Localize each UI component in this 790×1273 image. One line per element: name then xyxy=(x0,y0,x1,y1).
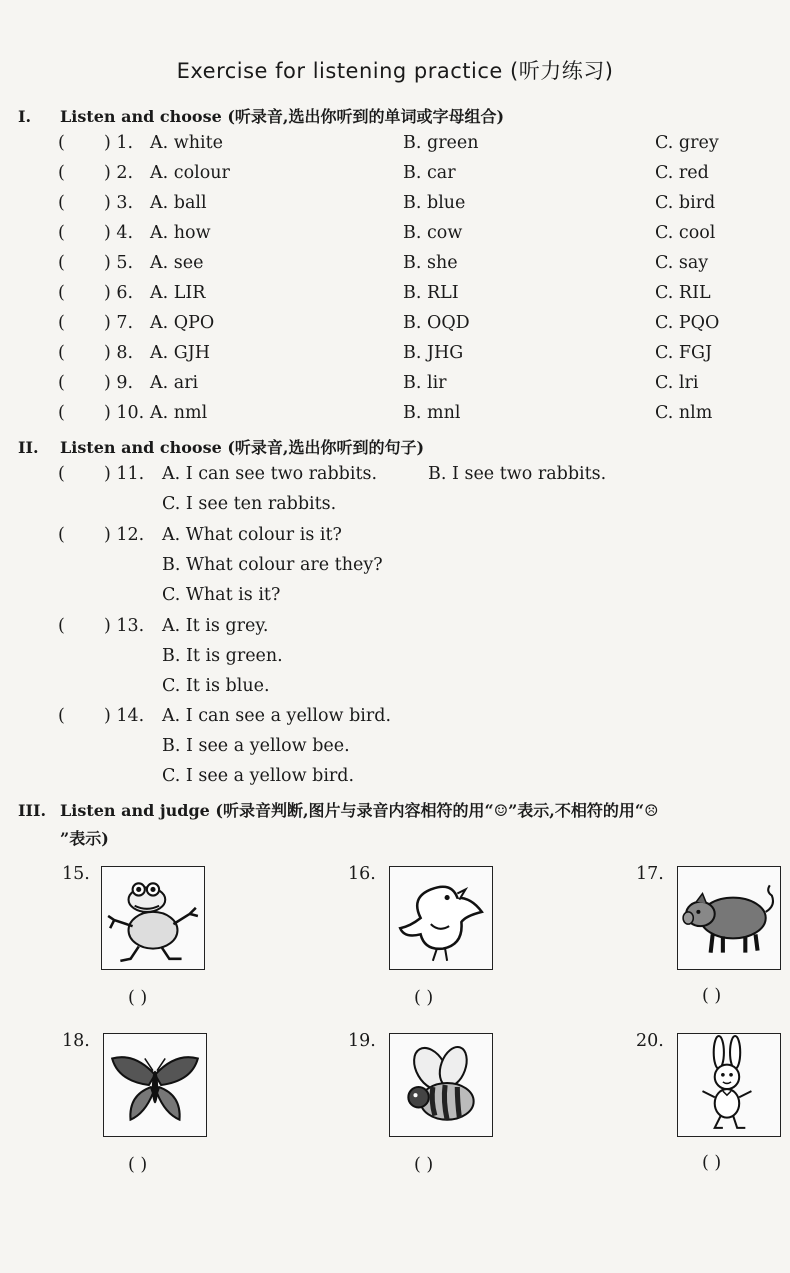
question-number: ) 11. xyxy=(104,464,145,484)
question-number: ) 1. xyxy=(104,133,134,153)
option-b: B. What colour are they? xyxy=(162,555,383,575)
option-a: A. QPO xyxy=(150,313,215,333)
question-number: ) 5. xyxy=(104,253,134,273)
question-number: ) 4. xyxy=(104,223,134,243)
option-c: C. bird xyxy=(655,193,716,213)
bee-icon xyxy=(389,1033,493,1137)
option-c: C. cool xyxy=(655,223,716,243)
answer-blank[interactable]: ( ) xyxy=(414,1155,434,1175)
butterfly-icon xyxy=(103,1033,207,1137)
question-number: ) 6. xyxy=(104,283,134,303)
option-a: A. nml xyxy=(150,403,208,423)
picture-number: 19. xyxy=(348,1031,376,1051)
option-c: C. PQO xyxy=(655,313,720,333)
question-number: ) 13. xyxy=(104,616,145,636)
bird-icon xyxy=(389,866,493,970)
answer-blank[interactable]: ( ) xyxy=(128,1155,148,1175)
picture-number: 18. xyxy=(62,1031,90,1051)
answer-blank[interactable]: ( ) xyxy=(128,988,148,1008)
option-b: B. car xyxy=(403,163,456,183)
section-1-heading xyxy=(18,104,504,127)
section-3-heading-cont: ”表示) xyxy=(60,829,109,848)
option-b: B. green xyxy=(403,133,479,153)
section-title: Listen and choose (听录音,选出你听到的句子) xyxy=(60,438,425,457)
answer-blank-open[interactable]: ( xyxy=(58,373,65,393)
answer-blank-open[interactable]: ( xyxy=(58,193,65,213)
option-c: C. red xyxy=(655,163,709,183)
question-number: ) 10. xyxy=(104,403,145,423)
answer-blank-open[interactable]: ( xyxy=(58,403,65,423)
answer-blank-open[interactable]: ( xyxy=(58,525,65,545)
option-a: A. white xyxy=(150,133,223,153)
option-c: C. FGJ xyxy=(655,343,713,363)
answer-blank-open[interactable]: ( xyxy=(58,133,65,153)
option-a: A. LIR xyxy=(150,283,206,303)
answer-blank-open[interactable]: ( xyxy=(58,223,65,243)
answer-blank-open[interactable]: ( xyxy=(58,343,65,363)
frog-icon xyxy=(101,866,205,970)
option-c: C. nlm xyxy=(655,403,713,423)
picture-number: 17. xyxy=(636,864,664,884)
answer-blank-open[interactable]: ( xyxy=(58,253,65,273)
section-title: Listen and judge (听录音判断,图片与录音内容相符的用“☺”表示,不相符的用“☹ xyxy=(60,801,659,820)
option-c: C. I see ten rabbits. xyxy=(162,494,337,514)
section-number: II. xyxy=(18,438,39,457)
rabbit-icon xyxy=(677,1033,781,1137)
option-b: B. she xyxy=(403,253,458,273)
option-b: B. JHG xyxy=(403,343,464,363)
question-number: ) 3. xyxy=(104,193,134,213)
answer-blank-open[interactable]: ( xyxy=(58,163,65,183)
section-3-heading xyxy=(18,798,658,821)
answer-blank-open[interactable]: ( xyxy=(58,283,65,303)
section-title: Listen and choose (听录音,选出你听到的单词或字母组合) xyxy=(60,107,505,126)
section-number: I. xyxy=(18,107,32,126)
option-c: C. say xyxy=(655,253,709,273)
option-c: C. grey xyxy=(655,133,719,153)
option-a: A. ball xyxy=(150,193,207,213)
option-a: A. It is grey. xyxy=(162,616,269,636)
option-b: B. I see a yellow bee. xyxy=(162,736,350,756)
answer-blank-open[interactable]: ( xyxy=(58,464,65,484)
answer-blank[interactable]: ( ) xyxy=(414,988,434,1008)
question-number: ) 14. xyxy=(104,706,145,726)
option-a: A. see xyxy=(150,253,204,273)
option-a: A. colour xyxy=(150,163,230,183)
option-c: C. It is blue. xyxy=(162,676,270,696)
option-b: B. cow xyxy=(403,223,463,243)
question-number: ) 9. xyxy=(104,373,134,393)
option-c: C. I see a yellow bird. xyxy=(162,766,355,786)
option-a: A. how xyxy=(150,223,211,243)
option-b: B. lir xyxy=(403,373,447,393)
picture-number: 20. xyxy=(636,1031,664,1051)
option-a: A. GJH xyxy=(150,343,211,363)
option-b: B. mnl xyxy=(403,403,461,423)
option-b: B. blue xyxy=(403,193,466,213)
question-number: ) 8. xyxy=(104,343,134,363)
option-c: C. RIL xyxy=(655,283,711,303)
option-b: B. OQD xyxy=(403,313,470,333)
option-a: A. ari xyxy=(150,373,199,393)
pig-icon xyxy=(677,866,781,970)
page-title: Exercise for listening practice (听力练习) xyxy=(176,59,614,83)
answer-blank-open[interactable]: ( xyxy=(58,313,65,333)
option-a: A. What colour is it? xyxy=(162,525,342,545)
question-number: ) 7. xyxy=(104,313,134,333)
section-2-heading xyxy=(18,435,424,458)
answer-blank[interactable]: ( ) xyxy=(702,986,722,1006)
answer-blank-open[interactable]: ( xyxy=(58,706,65,726)
question-number: ) 2. xyxy=(104,163,134,183)
question-number: ) 12. xyxy=(104,525,145,545)
answer-blank[interactable]: ( ) xyxy=(702,1153,722,1173)
option-c: C. lri xyxy=(655,373,699,393)
picture-number: 15. xyxy=(62,864,90,884)
option-b: B. I see two rabbits. xyxy=(428,464,607,484)
option-a: A. I can see two rabbits. xyxy=(162,464,378,484)
answer-blank-open[interactable]: ( xyxy=(58,616,65,636)
section-number: III. xyxy=(18,801,47,820)
option-a: A. I can see a yellow bird. xyxy=(162,706,392,726)
option-c: C. What is it? xyxy=(162,585,281,605)
option-b: B. It is green. xyxy=(162,646,283,666)
option-b: B. RLI xyxy=(403,283,459,303)
picture-number: 16. xyxy=(348,864,376,884)
